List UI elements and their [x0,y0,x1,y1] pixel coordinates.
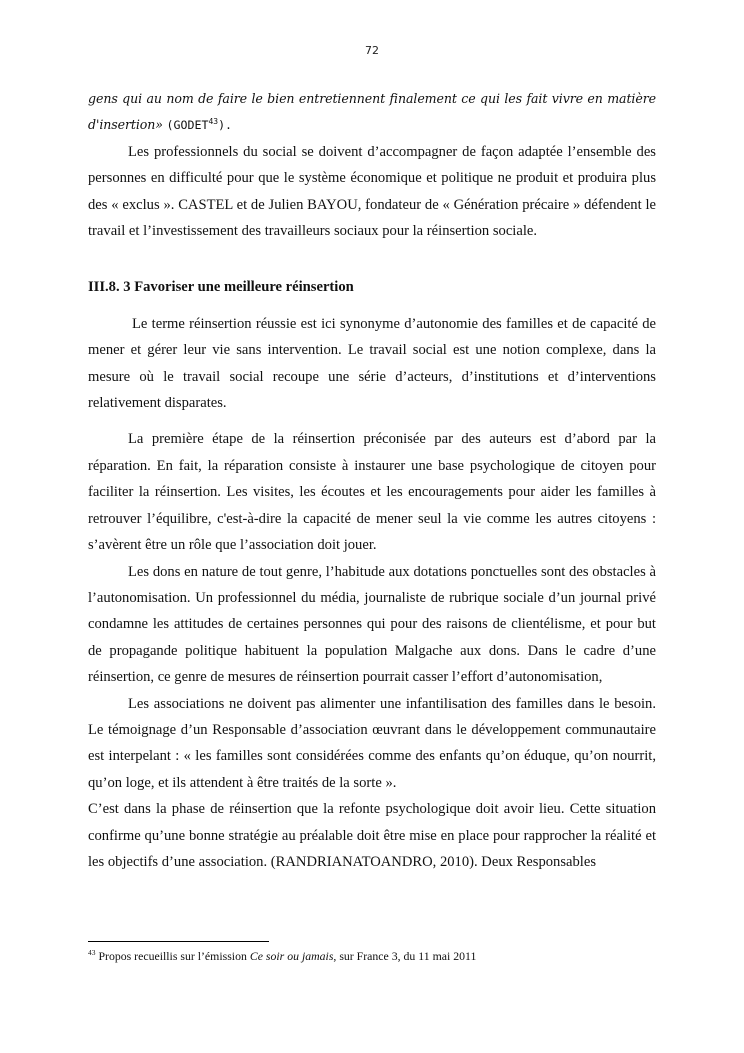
footnote [88,948,688,964]
italic-quote: gens qui au nom de faire le bien entretiennent finalement ce qui les fait vivre en matière d'insertion» [88,91,656,133]
paragraph: La première étape de la réinsertion préconisée par des auteurs est d’abord par la réparation. En fait, la réparation consiste à instaurer une base psychologique de citoyen pour faciliter la réinsertion. Les visites, les écoutes et les encouragements pour aider les familles à retrouver l’équilibre, c'est-à-dire la capacité de mener seul la vie comme les autres citoyens : s’avèrent être un rôle que l’association doit jouer. [88,431,656,554]
body-text [88,86,656,875]
paragraph: Les dons en nature de tout genre, l’habitude aux dotations ponctuelles sont des obstacles à l’autonomisation. Un professionnel du média, journaliste de rubrique sociale d’un journal privé condamne les attitudes de certaines personnes qui pour des raisons de clientélisme, et pour but de propagande politique habituent la population Malgache aux dons. Dans le cadre d’une réinsertion, ce genre de mesures de réinsertion pourrait casser l’effort d’autonomisation, [88,563,656,686]
paragraph: Le terme réinsertion réussie est ici synonyme d’autonomie des familles et de capacité de mener et gérer leur vie sans intervention. Le travail social est une notion complexe, dans la mesure où le travail social recoupe une série d’acteurs, d’institutions et d’interventions relativement disparates. [88,315,656,412]
paragraph: C’est dans la phase de réinsertion que la refonte psychologique doit avoir lieu. Cette situation confirme qu’une bonne stratégie au préalable doit être mise en place pour rapprocher la réalité et les objectifs d’une association. (RANDRIANATOANDRO, 2010). Deux Responsables [88,801,656,870]
footnote-text: Propos recueillis sur l’émission [98,948,247,963]
citation-godet [167,118,233,132]
footnote-ref: 43 [208,117,219,127]
paragraph: Les professionnels du social se doivent d’accompagner de façon adaptée l’ensemble des personnes en difficulté pour que le système économique et politique ne produit et produira plus des « exclus ». CASTEL et de Julien BAYOU, fondateur de « Génération précaire » défendent le travail et l’investissement des travailleurs sociaux pour la réinsertion sociale. [88,143,656,240]
paragraph: Les associations ne doivent pas alimenter une infantilisation des familles dans le besoin. Le témoignage d’un Responsable d’association œuvrant dans le développement communautaire est interpelant : « les familles sont considérées comme des enfants qu’on éduque, qu’on nourrit, qu’on loge, et ils attendent à être traités de la sorte ». [88,695,656,791]
footnote-text-end: , sur France 3, du 11 mai 2011 [333,948,477,963]
footnote-separator [88,941,269,942]
citation-close: ). [218,118,233,133]
section-heading: III.8. 3 Favoriser une meilleure réinsertion [88,279,354,296]
footnote-number: 43 [88,948,96,957]
citation-open: (GODET [166,118,209,133]
footnote-title: Ce soir ou jamais [249,948,334,963]
page-number: 72 [365,44,379,57]
continued-paragraph [88,86,656,139]
